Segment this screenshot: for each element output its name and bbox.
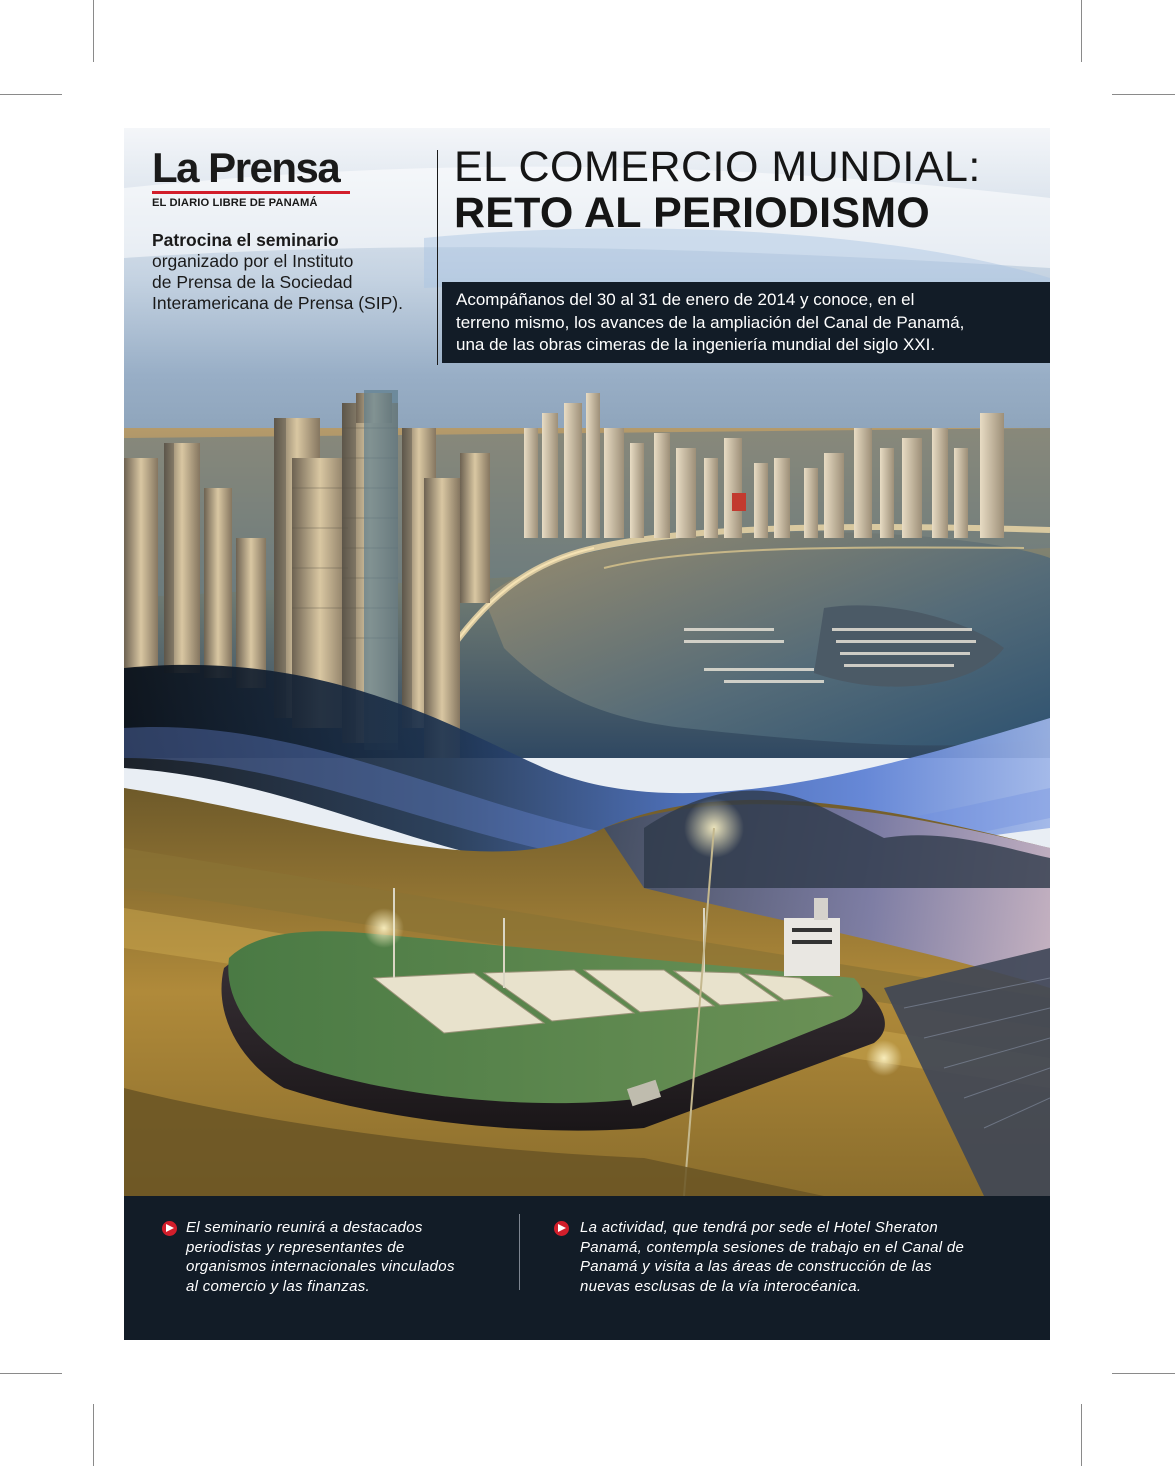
intro-box — [442, 282, 1050, 363]
masthead-logo — [152, 146, 352, 209]
footer-text-left — [186, 1218, 486, 1296]
masthead-name: La Prensa — [152, 144, 340, 191]
footer-line: nuevas esclusas de la vía interocéanica. — [580, 1277, 862, 1295]
footer-line: Panamá y visita a las áreas de construcción de las — [580, 1258, 932, 1275]
sponsor-text — [152, 230, 442, 314]
crop-mark — [93, 0, 94, 62]
masthead-rule — [152, 191, 350, 194]
canal-photo — [124, 788, 1050, 1196]
masthead-tagline: EL DIARIO LIBRE DE PANAMÁ — [152, 197, 318, 209]
footer-line: El seminario reunirá a destacados — [186, 1219, 423, 1236]
crop-mark — [1081, 1404, 1082, 1466]
footer-text-right — [580, 1218, 1020, 1296]
crop-mark — [0, 1373, 62, 1374]
footer-line: La actividad, que tendrá por sede el Hotel Sheraton — [580, 1219, 939, 1236]
intro-line: Acompáñanos del 30 al 31 de enero de 2014 y conoce, en el — [456, 290, 915, 309]
advertisement — [124, 128, 1050, 1340]
arrow-bullet-icon — [162, 1221, 177, 1236]
sponsor-line: organizado por el Instituto — [152, 251, 354, 271]
headline — [454, 144, 1044, 236]
sponsor-line: Interamericana de Prensa (SIP). — [152, 293, 403, 313]
intro-line: una de las obras cimeras de la ingeniería mundial del siglo XXI. — [456, 335, 936, 354]
intro-line: terreno mismo, los avances de la ampliación del Canal de Panamá, — [456, 312, 965, 332]
footer-line: al comercio y las finanzas. — [186, 1277, 371, 1295]
footer-line: periodistas y representantes de — [186, 1238, 405, 1256]
crop-mark — [1112, 1373, 1175, 1374]
footer-line: organismos internacionales vinculados — [186, 1258, 455, 1275]
crop-mark — [93, 1404, 94, 1466]
crop-mark — [1112, 94, 1175, 95]
crop-mark — [1081, 0, 1082, 62]
footer-divider — [519, 1214, 520, 1290]
footer-line: Panamá, contempla sesiones de trabajo en el Canal de — [580, 1238, 965, 1256]
sponsor-line: de Prensa de la Sociedad — [152, 272, 353, 292]
footer-panel — [124, 1196, 1050, 1340]
headline-line-1: EL COMERCIO MUNDIAL: — [454, 143, 981, 191]
headline-divider — [437, 150, 438, 365]
arrow-bullet-icon — [554, 1221, 569, 1236]
headline-line-2: RETO AL PERIODISMO — [454, 189, 930, 237]
crop-mark — [0, 94, 62, 95]
sponsor-lead: Patrocina el seminario — [152, 230, 339, 250]
